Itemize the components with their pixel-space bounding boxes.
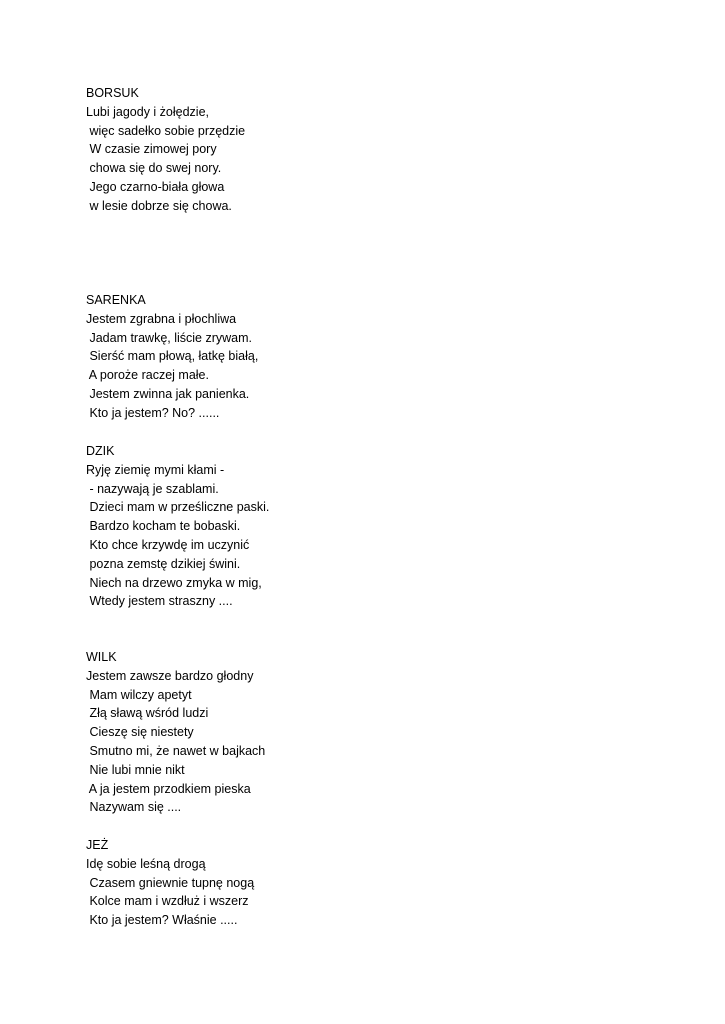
- poem-line: Kto chce krzywdę im uczynić: [86, 537, 250, 552]
- poem-line: Czasem gniewnie tupnę nogą: [86, 875, 255, 890]
- poem-line: Cieszę się niestety: [86, 725, 194, 740]
- poem-sarenka: [86, 291, 506, 423]
- poem-line: Nazywam się ....: [86, 800, 182, 815]
- poem-line: Niech na drzewo zmyka w mig,: [86, 575, 262, 590]
- poem-line: Smutno mi, że nawet w bajkach: [86, 743, 266, 758]
- poem-line: Dzieci mam w prześliczne paski.: [86, 500, 270, 515]
- poem-line: Złą sławą wśród ludzi: [86, 706, 209, 721]
- poem-wilk: [86, 648, 506, 817]
- poem-line: Idę sobie leśną drogą: [86, 856, 206, 871]
- poem-line: Kto ja jestem? No? ......: [86, 405, 220, 420]
- poem-line: Jadam trawkę, liście zrywam.: [86, 330, 253, 345]
- poem-line: A ja jestem przodkiem pieska: [86, 781, 251, 796]
- poem-line: w lesie dobrze się chowa.: [86, 198, 232, 213]
- poem-title: DZIK: [86, 444, 115, 458]
- poem-line: A poroże raczej małe.: [86, 368, 209, 383]
- poem-line: Kolce mam i wzdłuż i wszerz: [86, 894, 249, 909]
- poem-line: Bardzo kocham te bobaski.: [86, 519, 241, 534]
- poem-line: Jestem zwinna jak panienka.: [86, 386, 250, 401]
- poem-line: W czasie zimowej pory: [86, 142, 217, 157]
- poem-title: WILK: [86, 650, 117, 664]
- poem-line: Wtedy jestem straszny ....: [86, 594, 233, 609]
- poem-title: SARENKA: [86, 293, 146, 307]
- poem-line: pozna zemstę dzikiej świni.: [86, 556, 241, 571]
- poem-dzik: [86, 442, 506, 611]
- poem-line: Mam wilczy apetyt: [86, 687, 192, 702]
- poem-line: - nazywają je szablami.: [86, 481, 219, 496]
- poem-line: Jestem zgrabna i płochliwa: [86, 311, 237, 326]
- poem-line: więc sadełko sobie przędzie: [86, 123, 246, 138]
- poem-line: Sierść mam płową, łatkę białą,: [86, 349, 259, 364]
- poem-line: Ryję ziemię mymi kłami -: [86, 462, 225, 477]
- poem-line: Kto ja jestem? Właśnie .....: [86, 913, 238, 928]
- poem-line: Jestem zawsze bardzo głodny: [86, 668, 254, 683]
- poem-line: Nie lubi mnie nikt: [86, 762, 185, 777]
- poem-title: BORSUK: [86, 86, 139, 100]
- poem-title: JEŻ: [86, 838, 109, 852]
- poem-borsuk: [86, 84, 506, 216]
- poem-jez: [86, 836, 506, 930]
- poem-line: chowa się do swej nory.: [86, 161, 222, 176]
- poem-line: Jego czarno-biała głowa: [86, 179, 225, 194]
- poem-line: Lubi jagody i żołędzie,: [86, 104, 209, 119]
